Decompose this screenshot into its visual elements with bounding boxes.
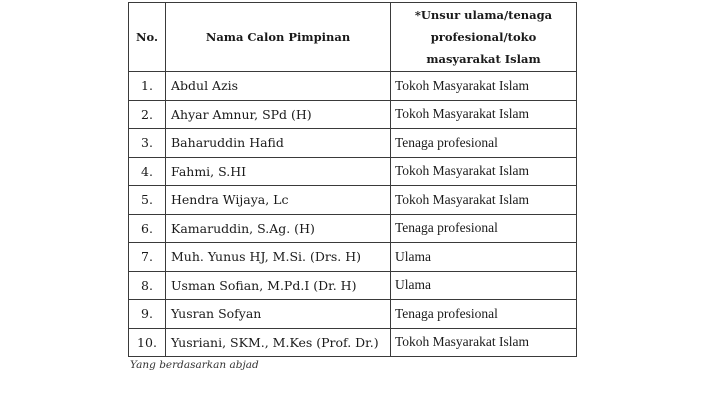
candidate-name: Muh. Yunus HJ, M.Si. (Drs. H) xyxy=(166,243,391,272)
row-number: 4. xyxy=(129,157,166,186)
header-name: Nama Calon Pimpinan xyxy=(166,3,391,72)
row-number: 2. xyxy=(129,100,166,129)
candidate-criteria: Tenaga profesional xyxy=(391,300,577,329)
table-row xyxy=(129,157,577,186)
table-row xyxy=(129,186,577,215)
candidate-criteria: Tokoh Masyarakat Islam xyxy=(391,157,577,186)
candidate-name: Kamaruddin, S.Ag. (H) xyxy=(166,214,391,243)
candidate-name: Yusran Sofyan xyxy=(166,300,391,329)
candidate-table xyxy=(128,2,577,357)
candidate-criteria: Tokoh Masyarakat Islam xyxy=(391,186,577,215)
table-row xyxy=(129,72,577,101)
candidate-criteria: Tenaga profesional xyxy=(391,129,577,158)
candidate-name: Fahmi, S.HI xyxy=(166,157,391,186)
row-number: 5. xyxy=(129,186,166,215)
candidate-criteria: Tenaga profesional xyxy=(391,214,577,243)
row-number: 7. xyxy=(129,243,166,272)
row-number: 8. xyxy=(129,271,166,300)
candidate-name: Ahyar Amnur, SPd (H) xyxy=(166,100,391,129)
document-page xyxy=(128,2,577,371)
row-number: 1. xyxy=(129,72,166,101)
candidate-name: Baharuddin Hafid xyxy=(166,129,391,158)
table-row xyxy=(129,100,577,129)
candidate-criteria: Ulama xyxy=(391,243,577,272)
table-row xyxy=(129,214,577,243)
candidate-name: Abdul Azis xyxy=(166,72,391,101)
table-row xyxy=(129,271,577,300)
candidate-name: Hendra Wijaya, Lc xyxy=(166,186,391,215)
table-row xyxy=(129,328,577,357)
candidate-criteria: Tokoh Masyarakat Islam xyxy=(391,72,577,101)
header-no: No. xyxy=(129,3,166,72)
row-number: 3. xyxy=(129,129,166,158)
candidate-name: Usman Sofian, M.Pd.I (Dr. H) xyxy=(166,271,391,300)
candidate-name: Yusriani, SKM., M.Kes (Prof. Dr.) xyxy=(166,328,391,357)
row-number: 6. xyxy=(129,214,166,243)
table-row xyxy=(129,129,577,158)
candidate-criteria: Tokoh Masyarakat Islam xyxy=(391,328,577,357)
table-row xyxy=(129,243,577,272)
table-row xyxy=(129,300,577,329)
table-header-row xyxy=(129,3,577,72)
footnote: Yang berdasarkan abjad xyxy=(130,359,259,371)
row-number: 10. xyxy=(129,328,166,357)
row-number: 9. xyxy=(129,300,166,329)
candidate-criteria: Tokoh Masyarakat Islam xyxy=(391,100,577,129)
header-criteria: *Unsur ulama/tenaga profesional/toko masyarakat Islam xyxy=(391,3,577,72)
candidate-criteria: Ulama xyxy=(391,271,577,300)
